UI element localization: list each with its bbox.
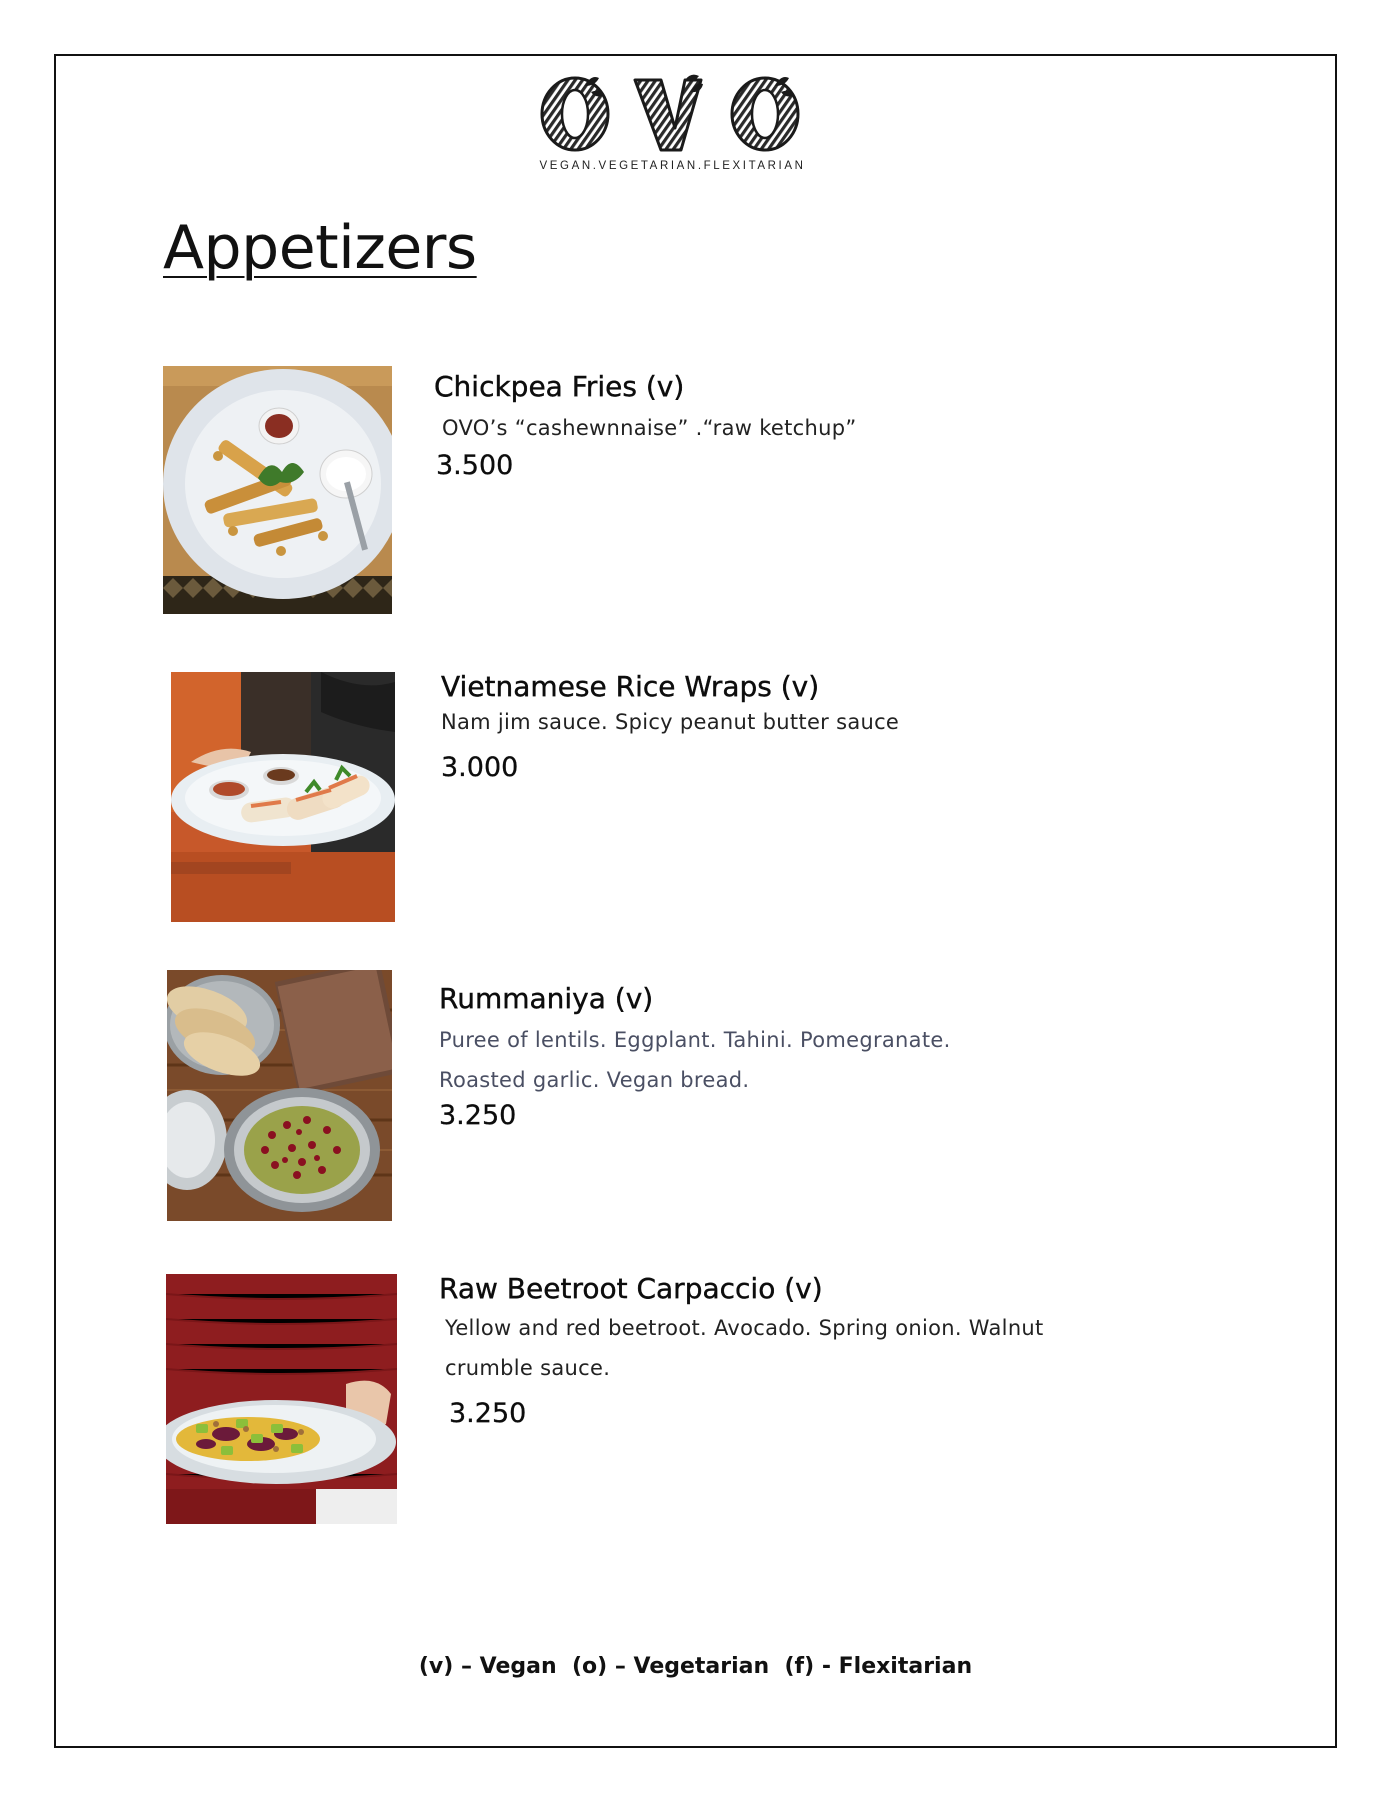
dish-name: Vietnamese Rice Wraps (v) <box>441 670 820 703</box>
dish-item <box>434 370 1254 481</box>
dish-item <box>439 1272 1259 1429</box>
dish-description-line: Puree of lentils. Eggplant. Tahini. Pomegranate. <box>439 1027 951 1052</box>
dish-description-line: Yellow and red beetroot. Avocado. Spring onion. Walnut <box>445 1315 1044 1340</box>
beetroot-carpaccio-photo <box>166 1274 397 1524</box>
dish-price: 3.000 <box>441 751 519 783</box>
dish-description: OVO’s “cashewnnaise” .“raw ketchup” <box>442 415 857 440</box>
ovo-logo-icon <box>535 72 810 154</box>
dish-name: Rummaniya (v) <box>439 982 654 1015</box>
rummaniya-photo <box>167 970 392 1221</box>
dish-description-line: Roasted garlic. Vegan bread. <box>439 1067 750 1092</box>
dish-price: 3.250 <box>439 1099 517 1131</box>
dish-description: Nam jim sauce. Spicy peanut butter sauce <box>441 709 900 734</box>
rice-wraps-photo <box>171 672 395 922</box>
dish-name: Chickpea Fries (v) <box>434 370 685 403</box>
dish-item <box>439 982 1259 1131</box>
dish-price: 3.250 <box>449 1397 527 1429</box>
ovo-logo <box>535 72 810 172</box>
logo-tagline: VEGAN.VEGETARIAN.FLEXITARIAN <box>539 160 806 172</box>
dish-price: 3.500 <box>436 449 514 481</box>
section-title: Appetizers <box>163 213 477 283</box>
dish-description-line: crumble sauce. <box>445 1355 611 1380</box>
dietary-legend: (v) – Vegan (o) – Vegetarian (f) - Flexitarian <box>418 1654 973 1679</box>
dish-item <box>441 670 1261 783</box>
chickpea-fries-photo <box>163 366 392 614</box>
dish-name: Raw Beetroot Carpaccio (v) <box>439 1272 823 1305</box>
